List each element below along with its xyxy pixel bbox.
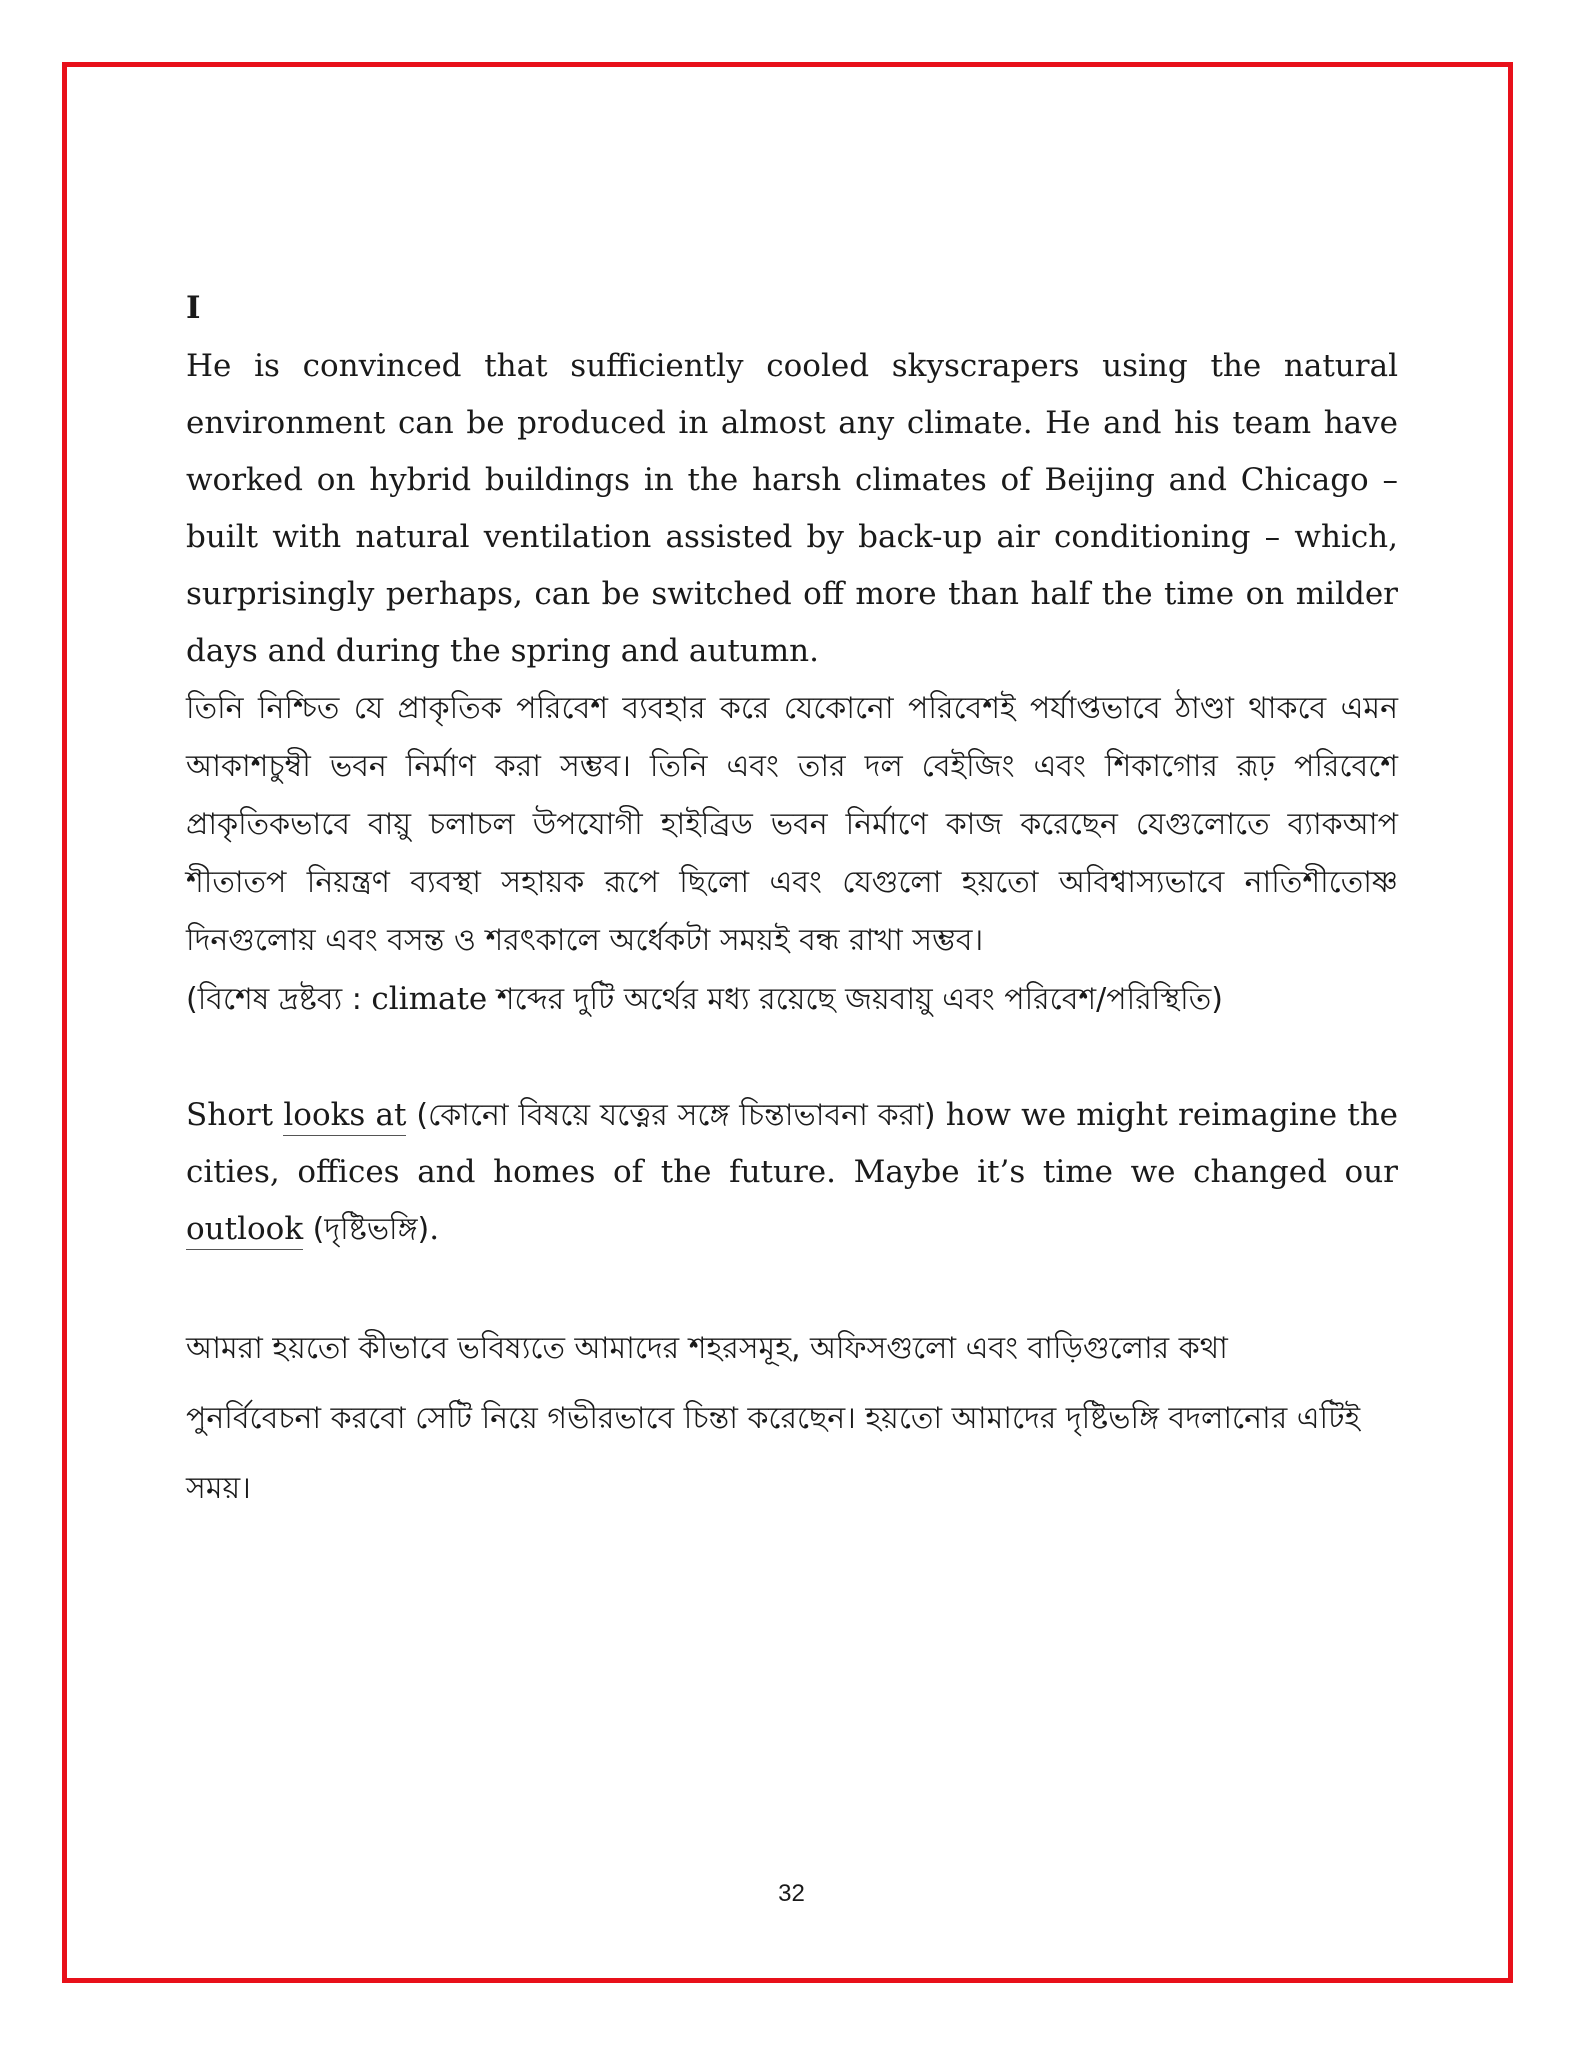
bengali-translation-paragraph-2: আমরা হয়তো কীভাবে ভবিষ্যতে আমাদের শহরসমূহ, অফিসগুলো এবং বাড়িগুলোর কথা পুনর্বিবেচনা করবো সেটি নিয়ে গভীরভাবে চিন্তা করেছেন। হয়তো আমাদের দৃষ্টিভঙ্গি বদলানোর এটিই সময়। — [186, 1331, 1361, 1506]
bengali-translation-paragraph: তিনি নিশ্চিত যে প্রাকৃতিক পরিবেশ ব্যবহার করে যেকোনো পরিবেশই পর্যাপ্তভাবে ঠাণ্ডা থাকবে এমন আকাশচুম্বী ভবন নির্মাণ করা সম্ভব। তিনি এবং তার দল বেইজিং এবং শিকাগোর রূঢ় পরিবেশে প্রাকৃতিকভাবে বায়ু চলাচল উপযোগী হাইব্রিড ভবন নির্মাণে কাজ করেছেন যেগুলোতে ব্যাকআপ শীতাতপ নিয়ন্ত্রণ ব্যবস্থা সহায়ক রূপে ছিলো এবং যেগুলো হয়তো অবিশ্বাস্যভাবে নাতিশীতোষ্ণ দিনগুলোয় এবং বসন্ত ও শরৎকালে অর্ধেকটা সময়ই বন্ধ রাখা সম্ভব। — [186, 691, 1398, 958]
vocabulary-paragraph — [186, 1087, 1398, 1258]
short-part-2: how we might reimagine the cities, offices and homes of the future. Maybe it’s time we changed our — [186, 1097, 1399, 1190]
english-paragraph: He is convinced that sufficiently cooled skyscrapers using the natural environment can be produced in almost any climate. He and his team have worked on hybrid buildings in the harsh climates of Beijing and Chicago – built with natural ventilation assisted by back-up air conditioning – which, surprisingly perhaps, can be switched off more than half the time on milder days and during the spring and autumn. — [186, 348, 1398, 669]
note-prefix: (বিশেষ দ্রষ্টব্য : — [186, 982, 372, 1017]
vocab-term-looks-at: looks at — [283, 1097, 406, 1136]
note-suffix: শব্দের দুটি অর্থের মধ্য রয়েছে জয়বায়ু এবং পরিবেশ/পরিস্থিতি) — [487, 982, 1223, 1017]
page-number: 32 — [778, 1880, 805, 1907]
page-content — [186, 288, 1398, 1524]
special-note — [186, 970, 1398, 1029]
vocab-term-outlook: outlook — [186, 1211, 303, 1250]
section-label: I — [186, 290, 201, 326]
short-end: . — [429, 1211, 440, 1247]
vocab-gloss-looks-at: (কোনো বিষয়ে যত্নের সঙ্গে চিন্তাভাবনা করা) — [406, 1098, 936, 1133]
vocab-gloss-outlook: (দৃষ্টিভঙ্গি) — [303, 1212, 430, 1247]
note-term: climate — [371, 981, 488, 1017]
short-part-1: Short — [186, 1097, 284, 1133]
